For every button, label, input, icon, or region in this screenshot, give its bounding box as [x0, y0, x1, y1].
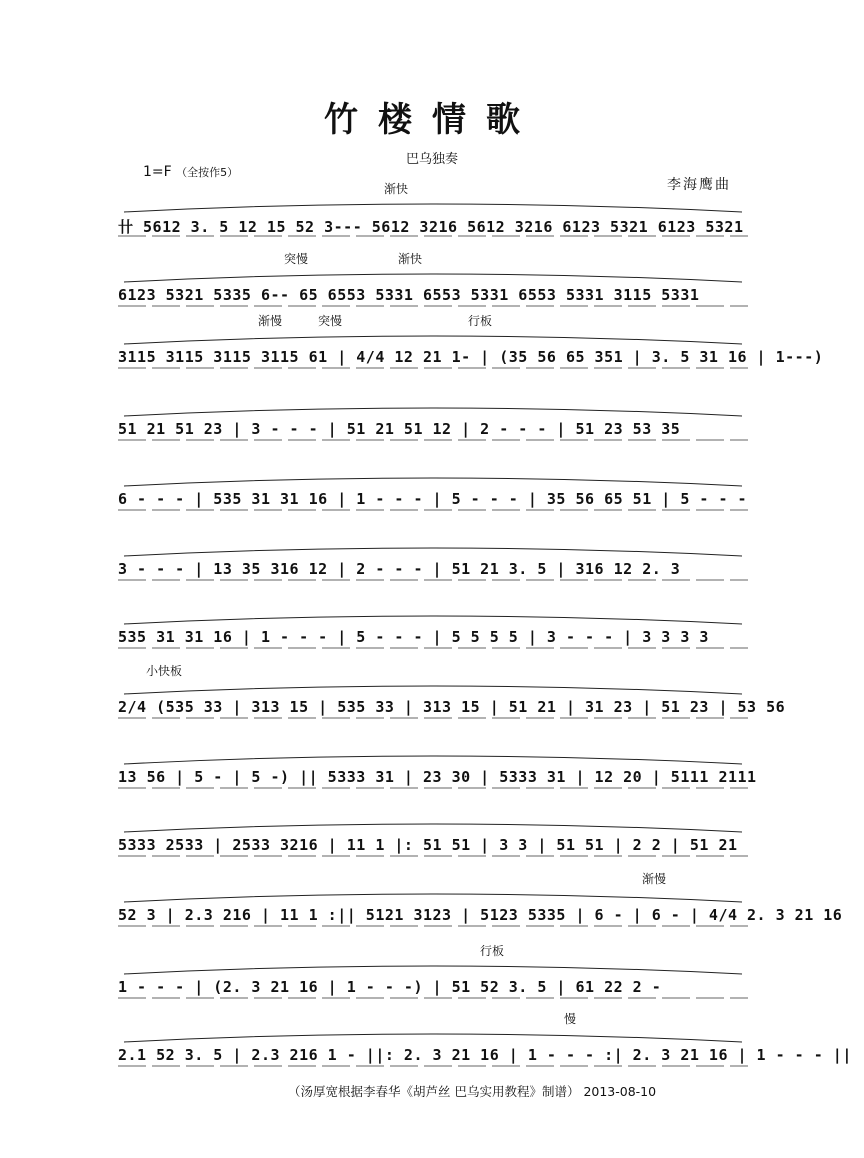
notation-line: 2/4 (535 33 | 313 15 | 535 33 | 313 15 | 51 21 | 31 23 | 51 23 | 53 56	[118, 698, 786, 716]
key-value: 1=F	[143, 164, 172, 180]
notation-row	[118, 872, 843, 942]
notation-row	[118, 944, 748, 1014]
footer-credit: （汤厚宽根据李春华《胡芦丝 巴乌实用教程》制谱） 2013-08-10	[288, 1084, 657, 1099]
notation-line: 51 21 51 23 | 3 - - - | 51 21 51 12 | 2 - - - | 51 23 53 35	[118, 420, 681, 438]
notation-line: 535 31 31 16 | 1 - - - | 5 - - - | 5 5 5 5 | 3 - - - | 3 3 3 3	[118, 628, 709, 646]
tempo-marking: 渐快	[384, 182, 409, 196]
notation-line: 3 - - - | 13 35 316 12 | 2 - - - | 51 21 3. 5 | 316 12 2. 3	[118, 560, 681, 578]
notation-row	[118, 600, 748, 664]
tempo-marking: 小快板	[146, 664, 183, 678]
notation-line: 卄 5612 3. 5 12 15 52 3--- 5612 3216 5612 3216 6123 5321 6123 5321	[118, 218, 744, 236]
tempo-marking: 慢	[564, 1012, 577, 1026]
tempo-marking: 行板	[468, 314, 493, 328]
notation-line: 1 - - - | (2. 3 21 16 | 1 - - -) | 51 52 3. 5 | 61 22 2 -	[118, 978, 662, 996]
notation-row	[118, 314, 824, 384]
tempo-marking: 突慢	[318, 314, 343, 328]
key-note: （全按作5）	[176, 166, 239, 179]
composer: 李海鹰曲	[667, 177, 731, 193]
notation-row	[118, 532, 748, 596]
notation-row	[118, 252, 748, 322]
notation-row	[118, 1012, 852, 1082]
subtitle: 巴乌独奏	[405, 152, 458, 167]
notation-line: 52 3 | 2.3 216 | 11 1 :|| 5121 3123 | 5123 5335 | 6 - | 6 - | 4/4 2. 3 21 16	[118, 906, 843, 924]
notation-row	[118, 462, 748, 526]
notation-row	[118, 392, 748, 456]
notation-row	[118, 740, 757, 804]
tempo-marking: 渐慢	[642, 872, 667, 886]
notation-row	[118, 664, 786, 734]
notation-line: 13 56 | 5 - | 5 -) || 5333 31 | 23 30 | 5333 31 | 12 20 | 5111 2111	[118, 768, 757, 786]
notation-line: 6123 5321 5335 6-- 65 6553 5331 6553 5331 6553 5331 3115 5331	[118, 286, 700, 304]
key-signature	[143, 164, 238, 180]
notation-line: 3115 3115 3115 3115 61 | 4/4 12 21 1- | (35 56 65 351 | 3. 5 31 16 | 1---)	[118, 348, 824, 366]
tempo-marking: 突慢	[284, 252, 309, 266]
tempo-marking: 渐慢	[258, 314, 283, 328]
notation-row	[118, 808, 748, 872]
song-title: 竹楼情歌	[324, 100, 540, 140]
tempo-marking: 行板	[480, 944, 505, 958]
tempo-marking: 渐快	[398, 252, 423, 266]
notation-line: 2.1 52 3. 5 | 2.3 216 1 - ||: 2. 3 21 16 | 1 - - - :| 2. 3 21 16 | 1 - - - ||	[118, 1046, 852, 1064]
notation-line: 6 - - - | 535 31 31 16 | 1 - - - | 5 - - - | 35 56 65 51 | 5 - - -	[118, 490, 748, 508]
notation-line: 5333 2533 | 2533 3216 | 11 1 |: 51 51 | 3 3 | 51 51 | 2 2 | 51 21	[118, 836, 738, 854]
